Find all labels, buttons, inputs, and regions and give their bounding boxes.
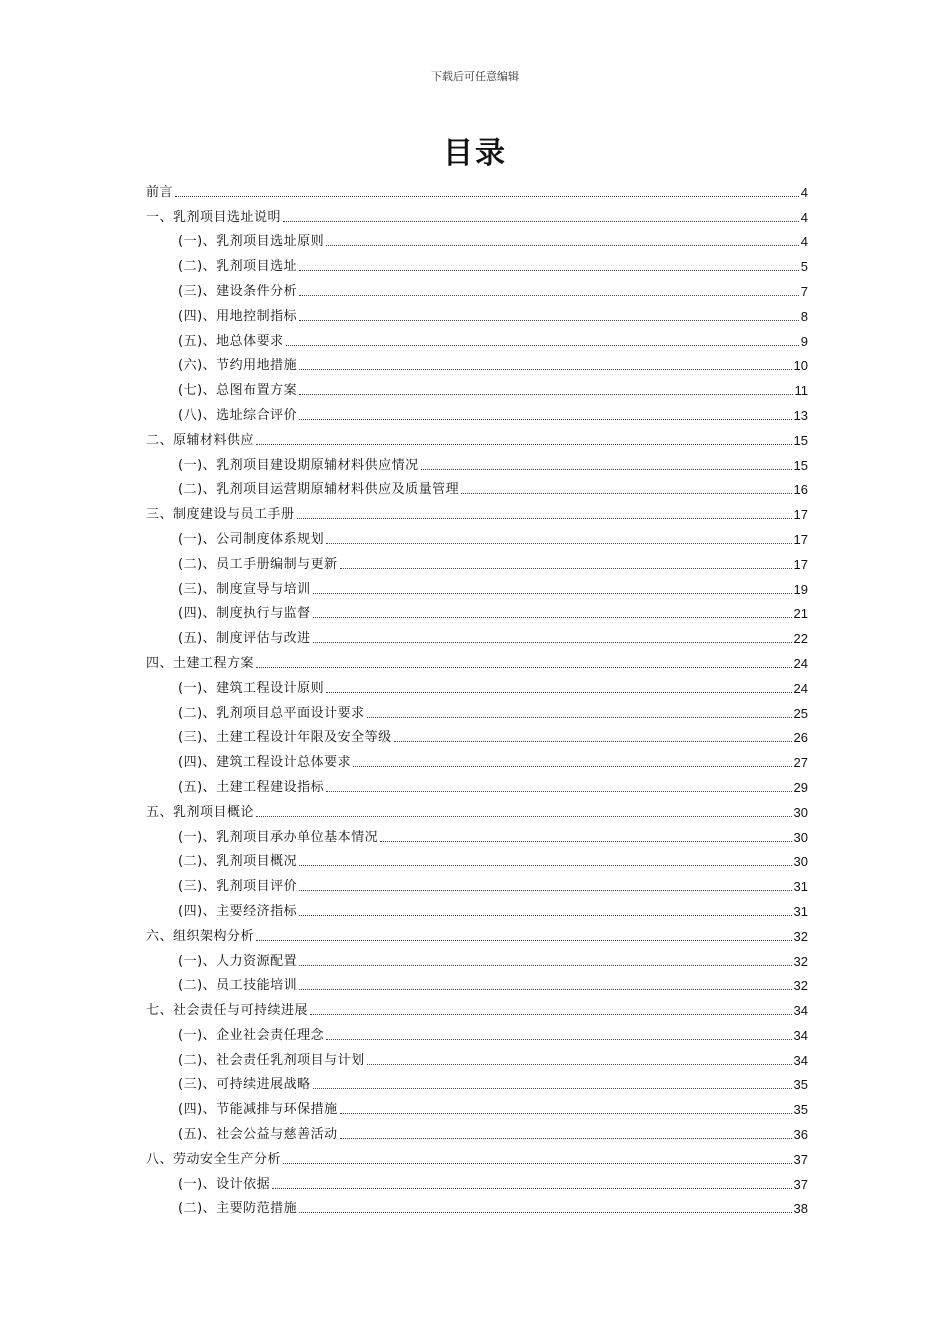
toc-dot-leader bbox=[326, 245, 799, 246]
toc-dot-leader bbox=[283, 221, 799, 222]
toc-dot-leader bbox=[256, 667, 792, 668]
toc-entry-page: 32 bbox=[793, 953, 808, 969]
toc-entry-page: 24 bbox=[793, 655, 808, 671]
toc-entry-label: (二)、乳剂项目概况 bbox=[178, 854, 298, 870]
toc-entry[interactable] bbox=[146, 771, 808, 796]
toc-entry-page: 37 bbox=[793, 1176, 808, 1192]
toc-entry[interactable] bbox=[146, 226, 808, 251]
toc-entry-page: 35 bbox=[793, 1102, 808, 1118]
toc-entry[interactable] bbox=[146, 548, 808, 573]
toc-entry-label: (一)、公司制度体系规划 bbox=[178, 531, 325, 547]
toc-entry-label: (二)、乳剂项目运营期原辅材料供应及质量管理 bbox=[178, 482, 460, 498]
toc-entry-page: 38 bbox=[793, 1201, 808, 1217]
toc-dot-leader bbox=[256, 816, 792, 817]
toc-entry-page: 8 bbox=[800, 308, 808, 324]
toc-entry[interactable] bbox=[146, 573, 808, 598]
toc-entry-label: (三)、建设条件分析 bbox=[178, 283, 298, 299]
toc-dot-leader bbox=[272, 1188, 791, 1189]
toc-entry-page: 15 bbox=[793, 432, 808, 448]
table-of-contents bbox=[146, 176, 808, 1217]
toc-entry[interactable] bbox=[146, 1069, 808, 1094]
toc-entry-page: 21 bbox=[793, 606, 808, 622]
toc-entry-label: 五、乳剂项目概论 bbox=[146, 804, 255, 820]
toc-entry-page: 4 bbox=[800, 184, 808, 200]
toc-entry-label: (四)、建筑工程设计总体要求 bbox=[178, 755, 352, 771]
toc-entry-label: (一)、乳剂项目选址原则 bbox=[178, 234, 325, 250]
toc-entry[interactable] bbox=[146, 250, 808, 275]
toc-dot-leader bbox=[326, 543, 791, 544]
toc-dot-leader bbox=[299, 419, 791, 420]
toc-dot-leader bbox=[313, 642, 792, 643]
page-title: 目录 bbox=[443, 136, 507, 171]
toc-entry[interactable] bbox=[146, 1168, 808, 1193]
toc-entry-page: 30 bbox=[793, 854, 808, 870]
toc-dot-leader bbox=[421, 469, 792, 470]
toc-entry-label: (四)、主要经济指标 bbox=[178, 903, 298, 919]
toc-dot-leader bbox=[283, 1163, 792, 1164]
toc-entry-page: 17 bbox=[793, 531, 808, 547]
toc-entry-label: (五)、地总体要求 bbox=[178, 333, 284, 349]
toc-entry-label: (三)、乳剂项目评价 bbox=[178, 879, 298, 895]
toc-dot-leader bbox=[313, 1088, 792, 1089]
toc-entry[interactable] bbox=[146, 970, 808, 995]
toc-entry[interactable] bbox=[146, 176, 808, 201]
toc-entry-page: 4 bbox=[800, 209, 808, 225]
toc-entry-label: (四)、节能减排与环保措施 bbox=[178, 1102, 338, 1118]
toc-entry-page: 25 bbox=[793, 705, 808, 721]
toc-dot-leader bbox=[286, 345, 799, 346]
toc-dot-leader bbox=[313, 593, 792, 594]
toc-dot-leader bbox=[313, 617, 792, 618]
toc-entry-page: 7 bbox=[800, 283, 808, 299]
toc-entry-label: 前言 bbox=[146, 184, 174, 200]
toc-entry-label: (三)、制度宣导与培训 bbox=[178, 581, 311, 597]
toc-dot-leader bbox=[340, 1113, 792, 1114]
toc-dot-leader bbox=[310, 1014, 792, 1015]
toc-entry[interactable] bbox=[146, 920, 808, 945]
toc-dot-leader bbox=[299, 989, 791, 990]
toc-entry[interactable] bbox=[146, 672, 808, 697]
toc-entry-label: (二)、主要防范措施 bbox=[178, 1201, 298, 1217]
toc-dot-leader bbox=[326, 1039, 791, 1040]
toc-entry-page: 34 bbox=[793, 1052, 808, 1068]
toc-dot-leader bbox=[394, 741, 792, 742]
toc-dot-leader bbox=[299, 865, 791, 866]
toc-dot-leader bbox=[380, 841, 791, 842]
toc-entry-page: 27 bbox=[793, 755, 808, 771]
toc-entry-page: 32 bbox=[793, 978, 808, 994]
toc-dot-leader bbox=[299, 320, 799, 321]
toc-entry-label: 六、组织架构分析 bbox=[146, 928, 255, 944]
toc-entry[interactable] bbox=[146, 350, 808, 375]
toc-entry-page: 22 bbox=[793, 631, 808, 647]
toc-entry-label: (二)、员工手册编制与更新 bbox=[178, 556, 338, 572]
toc-entry-page: 5 bbox=[800, 259, 808, 275]
toc-entry[interactable] bbox=[146, 746, 808, 771]
toc-entry-label: 二、原辅材料供应 bbox=[146, 432, 255, 448]
toc-dot-leader bbox=[326, 692, 791, 693]
toc-entry-label: (一)、人力资源配置 bbox=[178, 953, 298, 969]
toc-entry-page: 4 bbox=[800, 234, 808, 250]
toc-entry-page: 30 bbox=[793, 804, 808, 820]
toc-dot-leader bbox=[340, 568, 792, 569]
toc-entry-label: (一)、建筑工程设计原则 bbox=[178, 680, 325, 696]
toc-entry-page: 9 bbox=[800, 333, 808, 349]
toc-entry-page: 19 bbox=[793, 581, 808, 597]
toc-entry-page: 24 bbox=[793, 680, 808, 696]
toc-entry-page: 36 bbox=[793, 1127, 808, 1143]
toc-dot-leader bbox=[299, 965, 791, 966]
toc-entry-label: (三)、土建工程设计年限及安全等级 bbox=[178, 730, 392, 746]
toc-entry-label: (四)、用地控制指标 bbox=[178, 308, 298, 324]
toc-entry[interactable] bbox=[146, 1118, 808, 1143]
toc-entry-page: 37 bbox=[793, 1151, 808, 1167]
toc-entry-page: 17 bbox=[793, 507, 808, 523]
toc-entry-label: (二)、社会责任乳剂项目与计划 bbox=[178, 1052, 365, 1068]
toc-dot-leader bbox=[256, 940, 792, 941]
toc-entry-page: 17 bbox=[793, 556, 808, 572]
toc-dot-leader bbox=[299, 1212, 791, 1213]
toc-entry-page: 26 bbox=[793, 730, 808, 746]
toc-dot-leader bbox=[175, 196, 799, 197]
toc-entry-label: (一)、乳剂项目承办单位基本情况 bbox=[178, 829, 379, 845]
toc-entry-label: (五)、土建工程建设指标 bbox=[178, 779, 325, 795]
toc-entry[interactable] bbox=[146, 1093, 808, 1118]
toc-entry[interactable] bbox=[146, 697, 808, 722]
toc-entry-label: (四)、制度执行与监督 bbox=[178, 606, 311, 622]
toc-entry-page: 32 bbox=[793, 928, 808, 944]
toc-entry-label: (二)、乳剂项目选址 bbox=[178, 259, 298, 275]
toc-entry-label: (三)、可持续进展战略 bbox=[178, 1077, 311, 1093]
toc-dot-leader bbox=[367, 717, 792, 718]
toc-dot-leader bbox=[256, 444, 792, 445]
toc-entry[interactable] bbox=[146, 846, 808, 871]
toc-entry-page: 16 bbox=[793, 482, 808, 498]
toc-dot-leader bbox=[299, 915, 791, 916]
toc-entry-label: 四、土建工程方案 bbox=[146, 655, 255, 671]
toc-dot-leader bbox=[340, 1138, 792, 1139]
toc-entry-label: (二)、员工技能培训 bbox=[178, 978, 298, 994]
toc-entry-page: 31 bbox=[793, 879, 808, 895]
toc-entry[interactable] bbox=[146, 300, 808, 325]
toc-entry[interactable] bbox=[146, 945, 808, 970]
toc-entry-page: 30 bbox=[793, 829, 808, 845]
toc-dot-leader bbox=[461, 493, 791, 494]
toc-entry-page: 34 bbox=[793, 1003, 808, 1019]
toc-entry[interactable] bbox=[146, 722, 808, 747]
toc-entry[interactable] bbox=[146, 449, 808, 474]
toc-dot-leader bbox=[299, 890, 791, 891]
toc-entry-page: 13 bbox=[793, 407, 808, 423]
toc-dot-leader bbox=[299, 369, 791, 370]
toc-entry[interactable] bbox=[146, 647, 808, 672]
toc-entry-label: (七)、总图布置方案 bbox=[178, 383, 298, 399]
toc-entry[interactable] bbox=[146, 325, 808, 350]
toc-entry[interactable] bbox=[146, 1019, 808, 1044]
toc-entry-page: 10 bbox=[793, 358, 808, 374]
toc-entry-label: (一)、设计依据 bbox=[178, 1176, 271, 1192]
toc-dot-leader bbox=[299, 295, 799, 296]
page-header: 下载后可任意编辑 bbox=[431, 70, 519, 83]
toc-entry[interactable] bbox=[146, 870, 808, 895]
toc-entry-label: (一)、企业社会责任理念 bbox=[178, 1027, 325, 1043]
toc-entry-page: 11 bbox=[794, 383, 808, 399]
toc-entry[interactable] bbox=[146, 622, 808, 647]
toc-entry[interactable] bbox=[146, 424, 808, 449]
toc-entry[interactable] bbox=[146, 994, 808, 1019]
toc-entry-page: 34 bbox=[793, 1027, 808, 1043]
toc-entry-label: (一)、乳剂项目建设期原辅材料供应情况 bbox=[178, 457, 419, 473]
toc-entry-label: 三、制度建设与员工手册 bbox=[146, 507, 295, 523]
toc-dot-leader bbox=[299, 270, 799, 271]
toc-entry-label: (八)、选址综合评价 bbox=[178, 407, 298, 423]
toc-entry[interactable] bbox=[146, 895, 808, 920]
toc-entry[interactable] bbox=[146, 374, 808, 399]
toc-entry[interactable] bbox=[146, 598, 808, 623]
toc-entry[interactable] bbox=[146, 399, 808, 424]
toc-entry-label: (五)、社会公益与慈善活动 bbox=[178, 1127, 338, 1143]
toc-entry[interactable] bbox=[146, 474, 808, 499]
toc-entry[interactable] bbox=[146, 498, 808, 523]
toc-entry-label: (二)、乳剂项目总平面设计要求 bbox=[178, 705, 365, 721]
toc-entry[interactable] bbox=[146, 1143, 808, 1168]
toc-entry-page: 35 bbox=[793, 1077, 808, 1093]
toc-entry[interactable] bbox=[146, 275, 808, 300]
toc-entry-page: 29 bbox=[793, 779, 808, 795]
toc-entry-label: (五)、制度评估与改进 bbox=[178, 631, 311, 647]
toc-entry-page: 31 bbox=[793, 903, 808, 919]
toc-dot-leader bbox=[367, 1064, 792, 1065]
toc-entry[interactable] bbox=[146, 523, 808, 548]
toc-dot-leader bbox=[297, 518, 792, 519]
toc-entry[interactable] bbox=[146, 201, 808, 226]
toc-entry-label: (六)、节约用地措施 bbox=[178, 358, 298, 374]
toc-entry-label: 一、乳剂项目选址说明 bbox=[146, 209, 282, 225]
toc-dot-leader bbox=[353, 766, 791, 767]
toc-entry[interactable] bbox=[146, 1193, 808, 1218]
toc-entry-label: 八、劳动安全生产分析 bbox=[146, 1151, 282, 1167]
toc-dot-leader bbox=[326, 791, 791, 792]
toc-entry[interactable] bbox=[146, 1044, 808, 1069]
toc-dot-leader bbox=[299, 394, 792, 395]
toc-entry[interactable] bbox=[146, 821, 808, 846]
toc-entry-page: 15 bbox=[793, 457, 808, 473]
toc-entry-label: 七、社会责任与可持续进展 bbox=[146, 1003, 309, 1019]
toc-entry[interactable] bbox=[146, 796, 808, 821]
